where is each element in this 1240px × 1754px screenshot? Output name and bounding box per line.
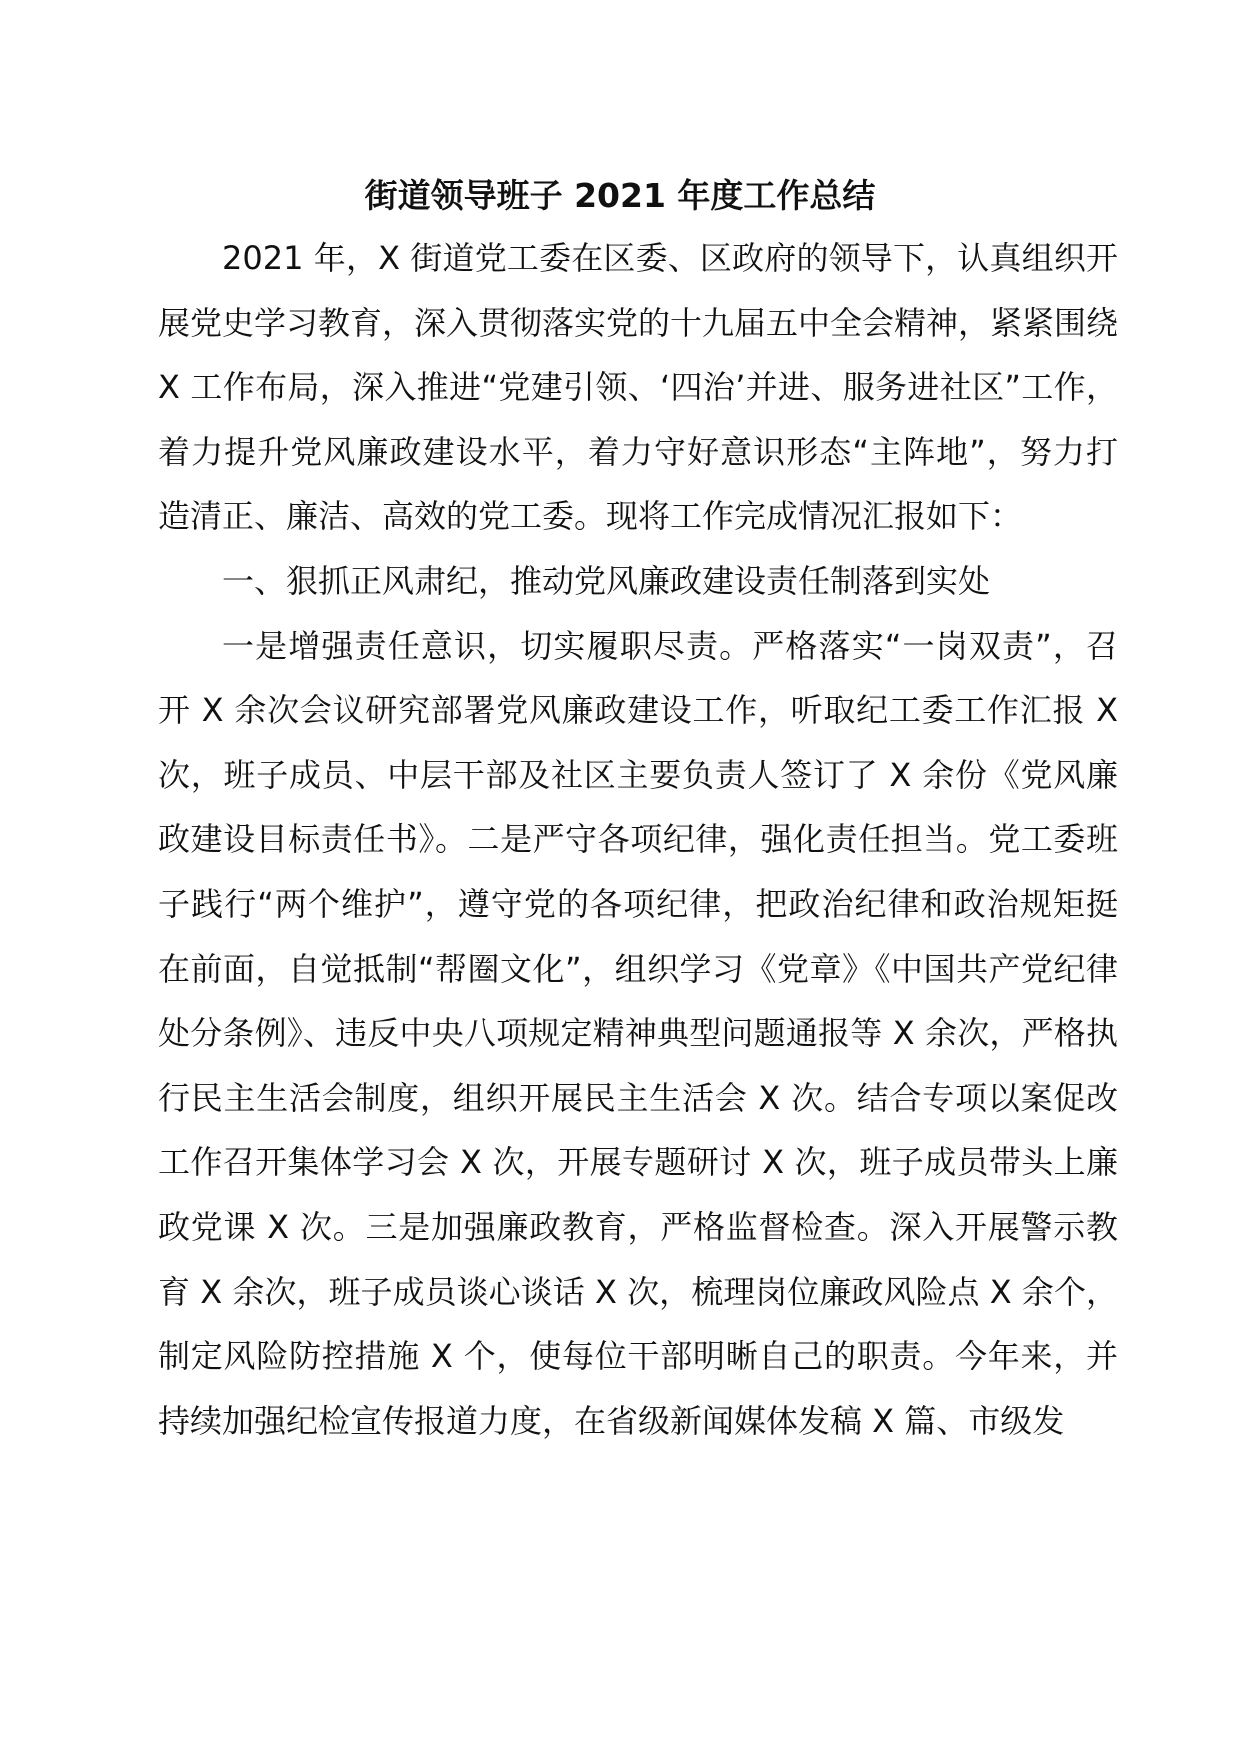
paragraph-intro: 2021 年，X 街道党工委在区委、区政府的领导下，认真组织开展党史学习教育，深入贯彻落实党的十九届五中全会精神，紧紧围绕 X 工作布局，深入推进“党建引领、‘四治’并进、服务进社区”工作，着力提升党风廉政建设水平，着力守好意识形态“主阵地”，努力打造清正、廉洁、高效的党工委。现将工作完成情况汇报如下： xyxy=(158,239,1119,536)
paragraph-section-1: 一是增强责任意识，切实履职尽责。严格落实“一岗双责”，召开 X 余次会议研究部署党风廉政建设工作，听取纪工委工作汇报 X 次，班子成员、中层干部及社区主要负责人签订了 X 余份《党风廉政建设目标责任书》。二是严守各项纪律，强化责任担当。党工委班子践行“两个维护”，遵守党的各项纪律，把政治纪律和政治规矩挺在前面，自觉抵制“帮圈文化”，组织学习《党章》《中国共产党纪律处分条例》、违反中央八项规定精神典型问题通报等 X 余次，严格执行民主生活会制度，组织开展民主生活会 X 次。结合专项以案促改工作召开集体学习会 X 次，开展专题研讨 X 次，班子成员带头上廉政党课 X 次。三是加强廉政教育，严格监督检查。深入开展警示教育 X 余次，班子成员谈心谈话 X 次，梳理岗位廉政风险点 X 余个，制定风险防控措施 X 个，使每位干部明晰自己的职责。今年来，并持续加强纪检宣传报道力度，在省级新闻媒体发稿 X 篇、市级发 xyxy=(158,626,1118,1440)
document-title: 街道领导班子 2021 年度工作总结 xyxy=(364,176,876,215)
section-heading-1: 一、狠抓正风肃纪，推动党风廉政建设责任制落到实处 xyxy=(222,561,991,600)
document-body xyxy=(158,226,1118,1453)
